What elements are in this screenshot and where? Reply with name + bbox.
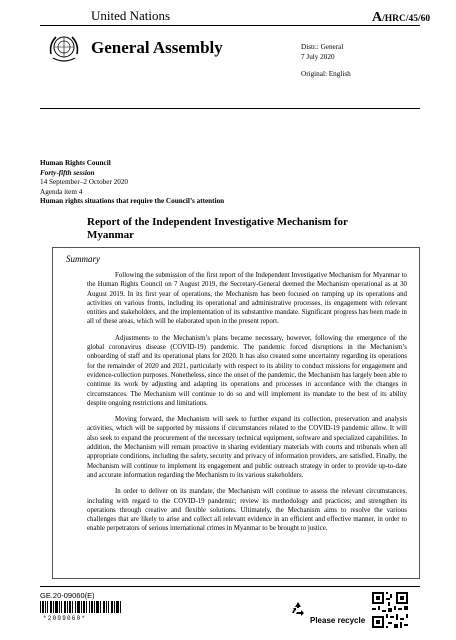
summary-paragraph: Following the submission of the first report of the Independent Investigative Mechanism for Myanmar to the Human Rights Council on 7 August 2019, the Secretary-General deemed the Mechanism operational as at 30 August 2019. In its first year of operations, the Mechanism has been focused on ramping up its operations and activities on various fronts, including its operational and administrative processes, its engagement with relevant entities and stakeholders, and the implementation of its substantive mandate. Significant progress has been made in all of these areas, which will be elaborated upon in the present report. xyxy=(87,272,407,326)
document-symbol xyxy=(372,10,430,26)
summary-paragraph: Adjustments to the Mechanism’s plans became necessary, however, following the emergence of the global coronavirus disease (COVID-19) pandemic. The pandemic forced disruptions in the Mechanism’s onboarding of staff and its operational plans for 2020. It has also created some uncertainty regarding its operations for the remainder of 2020 and 2021, particularly with respect to its ability to conduct missions for engagement and evidence-collection purposes. Nonetheless, since the onset of the pandemic, the Mechanism has largely been able to continue its work by adjusting and adapting its operations and processes in accordance with the changes in circumstances. The Mechanism will continue to do so and will implement its mandate to the best of its ability despite ongoing restrictions and limitations. xyxy=(87,334,407,407)
distr-date: 7 July 2020 xyxy=(301,52,335,61)
distribution-block xyxy=(301,43,351,80)
summary-paragraph: In order to deliver on its mandate, the Mechanism will continue to assess the relevant circumstances, including with regard to the COVID-19 pandemic; review its methodology and practices; and strengthen its operations through creative and flexible solutions. Ultimately, the Mechanism aims to resolve the various challenges that are likely to arise and collect all relevant evidence in an efficient and effective manner, in order to enable perpetrators of serious international crimes in Myanmar to be brought to justice. xyxy=(87,488,407,533)
report-title-line1: Report of the Independent Investigative Mechanism for xyxy=(87,216,348,228)
distr-line: Distr.: General xyxy=(301,43,344,51)
symbol-rest: /HRC/45/60 xyxy=(382,14,431,24)
document-number: GE.20-09060(E) xyxy=(40,591,95,600)
report-title xyxy=(87,216,387,242)
symbol-letter: A xyxy=(372,10,383,25)
recycle-icon xyxy=(290,601,306,617)
recycle-label: Please recycle xyxy=(310,616,366,625)
summary-heading: Summary xyxy=(66,254,100,264)
distr-original: Original: English xyxy=(301,70,351,78)
qr-code-icon xyxy=(370,590,410,630)
footer-rule xyxy=(40,586,420,587)
agenda-title: Human rights situations that require the Council’s attention xyxy=(40,197,225,205)
agenda-item: Agenda item 4 xyxy=(40,187,83,196)
session-number: Forty-fifth session xyxy=(40,168,95,177)
barcode-number: *2009060* xyxy=(43,615,87,622)
general-assembly-title: General Assembly xyxy=(91,38,223,57)
un-emblem-icon xyxy=(46,32,82,66)
session-block xyxy=(40,159,224,207)
session-dates: 14 September–2 October 2020 xyxy=(40,178,129,186)
report-title-line2: Myanmar xyxy=(87,229,135,241)
org-name: United Nations xyxy=(91,8,171,23)
barcode-icon xyxy=(40,601,122,613)
council-name: Human Rights Council xyxy=(40,159,111,167)
summary-paragraph: Moving forward, the Mechanism will seek to further expand its collection, preservation and analysis activities, which will be supported by missions if circumstances related to the COVID-19 pandemic allow. It will also seek to expand the procurement of the necessary technical equipment, software and specialized capabilities. In addition, the Mechanism will remain proactive in sharing evidentiary materials with courts and tribunals when all appropriate conditions, including the safety, security and privacy of information providers, are satisfied. Finally, the Mechanism will continue to implement its engagement and public outreach strategy in order to provide up-to-date and accurate information regarding the Mechanism to its various stakeholders. xyxy=(87,416,407,479)
masthead-rule xyxy=(40,108,420,109)
header-rule xyxy=(40,25,420,26)
summary-body xyxy=(87,271,407,541)
